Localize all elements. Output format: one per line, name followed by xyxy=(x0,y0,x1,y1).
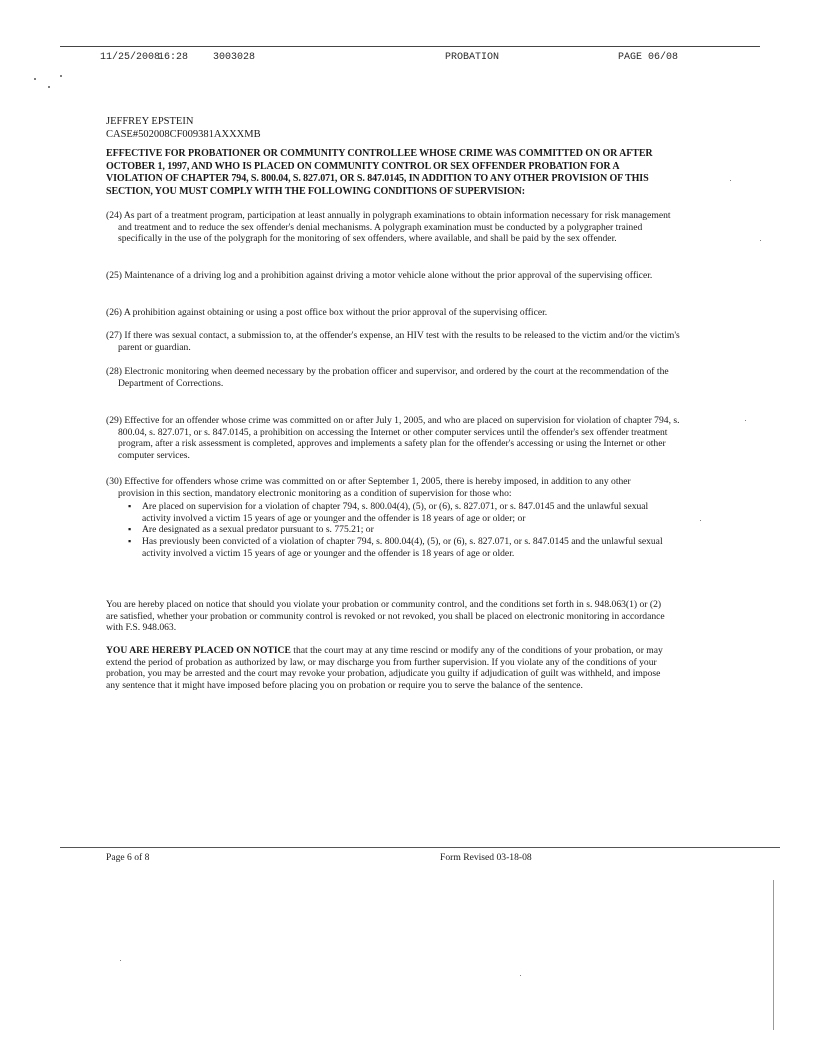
condition-number: (26) xyxy=(106,307,122,318)
scan-speck xyxy=(48,86,50,88)
fax-date: 11/25/2008 xyxy=(100,52,161,63)
condition-29 xyxy=(106,415,680,461)
scan-speck xyxy=(745,420,746,421)
condition-text: Effective for offenders whose crime was committed on or after September 1, 2005, there is hereby imposed, in addition to any other provision in this section, mandatory electronic monitoring as a condition of supervision for those who: xyxy=(118,476,631,499)
electronic-monitoring-notice: You are hereby placed on notice that should you violate your probation or community control, and the conditions set forth in s. 948.063(1) or (2) are satisfied, whether your probation or community control is revoked or not revoked, you shall be placed on electronic monitoring in accordance with F.S. 948.063. xyxy=(106,599,665,634)
case-block xyxy=(106,115,261,141)
condition-26 xyxy=(106,307,680,319)
court-notice-lead: YOU ARE HEREBY PLACED ON NOTICE xyxy=(106,645,291,656)
scan-speck xyxy=(700,520,701,521)
condition-number: (29) xyxy=(106,415,122,426)
scan-speck xyxy=(120,960,121,961)
condition-text: If there was sexual contact, a submission to, at the offender's expense, an HIV test with the results to be released to the victim and/or the victim's parent or guardian. xyxy=(118,330,680,353)
bullet-item: ▪ Has previously been convicted of a violation of chapter 794, s. 800.04(4), (5), or (6), s. 827.071, or s. 847.0145 and the unlawful sexual activity involved a victim 15 years of age or younger and the offender is 18 years of age or older. xyxy=(132,536,668,559)
case-number: CASE#502008CF009381AXXXMB xyxy=(106,129,261,140)
intro-heading: EFFECTIVE FOR PROBATIONER OR COMMUNITY CONTROLLEE WHOSE CRIME WAS COMMITTED ON OR AFTER OCTOBER 1, 1997, AND WHO IS PLACED ON COMMUNITY CONTROL OR SEX OFFENDER PROBATION FOR A VIOLATION OF CHAPTER 794, S. 800.04, S. 827.071, OR S. 847.0145, IN ADDITION TO ANY OTHER PROVISION OF THIS SECTION, YOU MUST COMPLY WITH THE FOLLOWING CONDITIONS OF SUPERVISION: xyxy=(106,148,653,197)
court-notice-text: that the court may at any time rescind or modify any of the conditions of your probation, or may extend the period of probation as authorized by law, or may discharge you from further supervision. If you violate any of the conditions of your probation, you may be arrested and the court may revoke your probation, adjudicate you guilty if adjudication of guilt was withheld, and impose any sentence that it might have imposed before placing you on probation or require you to serve the balance of the sentence. xyxy=(106,645,663,691)
condition-text: Maintenance of a driving log and a prohibition against driving a motor vehicle alone without the prior approval of the supervising officer. xyxy=(124,270,653,281)
fax-department: PROBATION xyxy=(445,52,500,63)
bullet-item: ▪ Are designated as a sexual predator pursuant to s. 775.21; or xyxy=(132,524,668,536)
condition-number: (25) xyxy=(106,270,122,281)
condition-number: (30) xyxy=(106,476,122,487)
condition-number: (27) xyxy=(106,330,122,341)
scan-speck xyxy=(730,180,731,181)
fax-page: PAGE 06/08 xyxy=(618,52,679,63)
condition-30 xyxy=(106,476,668,559)
page-number: Page 6 of 8 xyxy=(106,852,150,863)
condition-number: (28) xyxy=(106,366,122,377)
defendant-name: JEFFREY EPSTEIN xyxy=(106,116,194,127)
condition-27 xyxy=(106,330,680,353)
condition-28 xyxy=(106,366,680,389)
scan-speck xyxy=(60,75,62,77)
court-notice xyxy=(106,645,666,691)
condition-text: A prohibition against obtaining or using a post office box without the prior approval of the supervising officer. xyxy=(123,307,548,318)
footer-rule xyxy=(60,847,780,848)
condition-text: Effective for an offender whose crime was committed on or after July 1, 2005, and who are placed on supervision for violation of chapter 794, s. 800.04, s. 827.071, or s. 847.0145, a prohibition on accessing the Internet or other computer services until the offender's sex offender treatment program, after a risk assessment is completed, approves and implements a safety plan for the offender's accessing or using the Internet or other computer services. xyxy=(118,415,680,461)
scan-speck xyxy=(760,240,761,241)
fax-top-rule xyxy=(60,46,760,47)
scan-edge-line xyxy=(773,880,774,1030)
fax-header xyxy=(100,52,720,66)
form-revision: Form Revised 03-18-08 xyxy=(440,852,532,863)
scan-speck xyxy=(520,975,521,976)
condition-24 xyxy=(106,210,680,245)
condition-text: As part of a treatment program, participation at least annually in polygraph examinations to obtain information necessary for risk management and treatment and to reduce the sex offender's denial mechanisms. A polygraph examination must be conducted by a polygrapher trained specifically in the use of the polygraph for the monitoring of sex offenders, where available, and shall be paid by the sex offender. xyxy=(118,210,671,245)
condition-25 xyxy=(106,270,680,282)
condition-number: (24) xyxy=(106,210,122,221)
condition-30-bullet-list xyxy=(106,501,668,559)
fax-time: 16:28 xyxy=(158,52,189,63)
bullet-item: ▪ Are placed on supervision for a violation of chapter 794, s. 800.04(4), (5), or (6), s. 827.071, or s. 847.0145 and the unlawful sexual activity involved a victim 15 years of age or younger and the offender is 18 years of age or older; or xyxy=(132,501,668,524)
fax-number: 3003028 xyxy=(213,52,256,63)
condition-text: Electronic monitoring when deemed necessary by the probation officer and supervisor, and ordered by the court at the recommendation of the Department of Corrections. xyxy=(118,366,669,389)
scan-speck xyxy=(34,78,36,80)
